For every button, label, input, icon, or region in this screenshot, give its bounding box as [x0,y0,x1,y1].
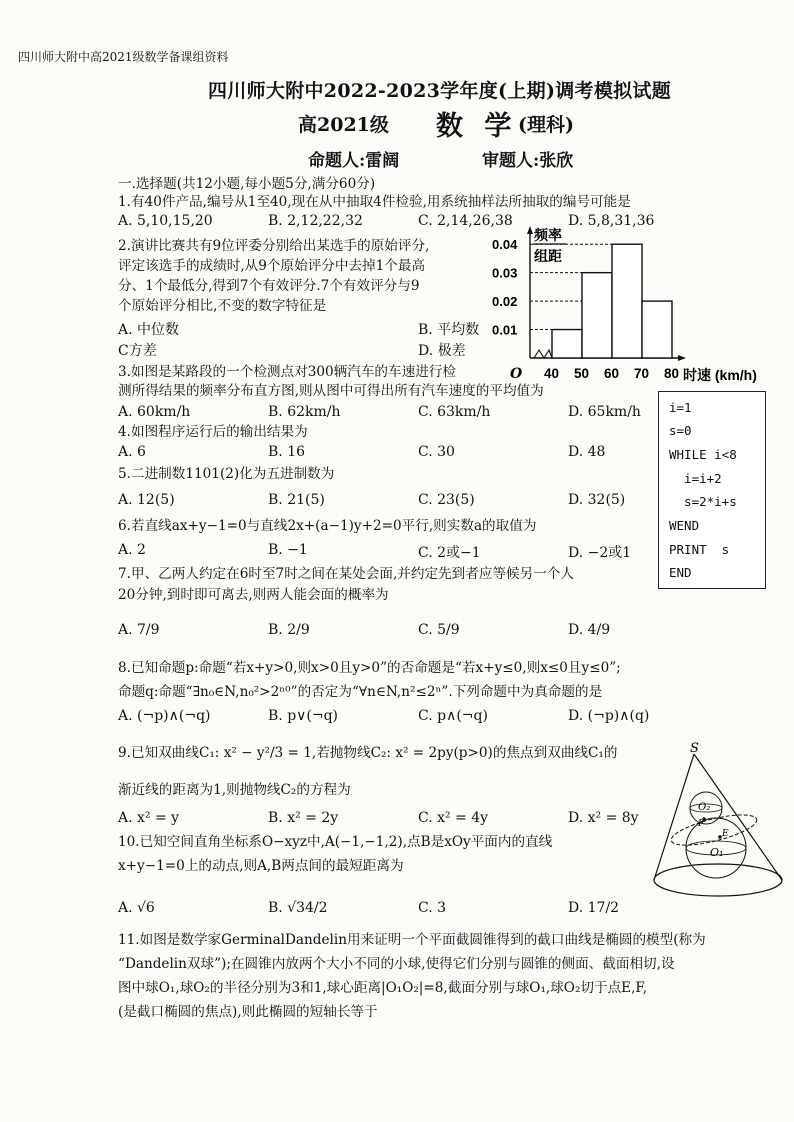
q9-option-d: D. x² = 8y [568,810,639,826]
q3-option-c: C. 63km/h [418,404,491,420]
q6-option-a: A. 2 [118,542,146,558]
q6-option-c: C. 2或−1 [418,545,481,561]
q9-line2: 渐近线的距离为1,则抛物线C₂的方程为 [118,782,351,798]
author-label: 命题人:雷阔 [308,151,400,171]
q7-option-d: D. 4/9 [568,622,611,638]
q3-line1: 3.如图是某路段的一个检测点对300辆汽车的车速进行检 [118,364,456,380]
cone-f-label: F [698,819,705,829]
program-line: END [669,565,692,580]
program-line: s=2*i+s [669,494,737,509]
program-line: PRINT s [669,542,730,557]
q5-option-b: B. 21(5) [268,492,325,508]
q5-text: 5.二进制数1101(2)化为五进制数为 [118,466,335,482]
program-line: WHILE i<8 [669,447,737,462]
q8-option-d: D. (¬p)∧(q) [568,708,650,724]
q7-option-c: C. 5/9 [418,622,460,638]
q5-option-c: C. 23(5) [418,492,475,508]
hist-xtick-label: 60 [604,366,620,381]
q9-option-a: A. x² = y [118,810,180,826]
q4-text: 4.如图程序运行后的输出结果为 [118,424,308,440]
q5-option-a: A. 12(5) [118,492,175,508]
q9-option-b: B. x² = 2y [268,810,339,826]
q7-line1: 7.甲、乙两人约定在6时至7时之间在某处会面,并约定先到者应等候另一个人 [118,566,574,582]
q8-line2: 命题q:命题“∃n₀∈N,n₀²>2ⁿ⁰”的否定为“∀n∈N,n²≤2ⁿ”.下列命题中为真命题的是 [118,684,603,700]
hist-ytick-label: 0.01 [492,322,518,338]
q7-option-b: B. 2/9 [268,622,310,638]
q3-line2: 测所得结果的频率分布直方图,则从图中可得出所有汽车速度的平均值为 [118,383,544,399]
program-box [658,391,766,589]
q4-option-c: C. 30 [418,444,455,460]
section-heading: 一.选择题(共12小题,每小题5分,满分60分) [118,176,376,192]
q8-option-c: C. p∧(¬q) [418,708,488,724]
hist-xtick-label: 40 [544,366,560,381]
q10-option-a: A. √6 [118,900,155,916]
q3-option-b: B. 62km/h [268,404,341,420]
q9-line1: 9.已知双曲线C₁: x² − y²/3 = 1,若抛物线C₂: x² = 2py(p>0)的焦点到双曲线C₁的 [118,745,618,761]
q1-text: 1.有40件产品,编号从1至40,现在从中抽取4件检验,用系统抽样法所抽取的编号可能是 [118,194,631,210]
program-line: s=0 [669,423,692,438]
track-label: (理科) [518,114,574,136]
q4-option-d: D. 48 [568,444,606,460]
q11-line4: (是截口椭圆的焦点),则此椭圆的短轴长等于 [118,1004,378,1020]
q2-option-b: B. 平均数 [418,322,480,338]
q8-option-a: A. (¬p)∧(¬q) [118,708,211,724]
hist-bar [552,330,582,358]
q7-line2: 20分钟,到时即可离去,则两人能会面的概率为 [118,587,389,603]
hist-xtick-label: 80 [664,366,680,381]
q4-option-b: B. 16 [268,444,306,460]
grade-label: 高2021级 [298,114,389,136]
hist-origin: O [510,366,523,382]
q6-option-d: D. −2或1 [568,545,632,561]
q2-line4: 个原始评分相比,不变的数字特征是 [118,298,327,314]
q8-line1: 8.已知命题p:命题“若x+y>0,则x>0且y>0”的否命题是“若x+y≤0,则x≤0且y≤0”; [118,660,621,676]
hist-bar [612,244,642,358]
program-line: i=i+2 [669,471,722,486]
q1-option-a: A. 5,10,15,20 [118,213,213,229]
q2-option-d: D. 极差 [418,343,466,359]
hist-ytick-label: 0.02 [492,294,518,310]
q6-text: 6.若直线ax+y−1=0与直线2x+(a−1)y+2=0平行,则实数a的取值为 [118,518,537,534]
q2-option-c: C方差 [118,343,157,359]
hist-xtick-label: 70 [634,366,650,381]
header-note: 四川师大附中高2021级数学备课组资料 [18,50,229,64]
q9-option-c: C. x² = 4y [418,810,489,826]
q7-option-a: A. 7/9 [118,622,160,638]
q1-option-d: D. 5,8,31,36 [568,213,655,229]
hist-xtick-label: 50 [574,366,590,381]
q11-line2: “Dandelin双球”);在圆锥内放两个大小不同的小球,使得它们分别与圆锥的侧面、截面相切,设 [118,956,675,972]
hist-ytick-label: 0.04 [492,237,518,253]
q10-option-b: B. √34/2 [268,900,328,916]
hist-bar [582,273,612,358]
q2-line2: 评定该选手的成绩时,从9个原始评分中去掉1个最高 [118,258,426,274]
q10-option-d: D. 17/2 [568,900,620,916]
hist-ylabel-top: 频率 [534,227,562,243]
q2-option-a: A. 中位数 [118,322,180,338]
cone-o1-label: O₁ [710,846,724,859]
cone-o2-label: O₂ [698,802,711,813]
dandelin-cone-diagram [640,740,790,912]
q1-option-b: B. 2,12,22,32 [268,213,363,229]
q10-line1: 10.已知空间直角坐标系O−xyz中,A(−1,−1,2),点B是xOy平面内的直线 [118,834,553,850]
q11-line1: 11.如图是数学家GerminalDandelin用来证明一个平面截圆锥得到的截口曲线是椭圆的模型(称为 [118,932,706,948]
cone-apex-label: S [690,741,699,756]
program-line: i=1 [669,400,692,415]
hist-bar [642,301,672,358]
q8-option-b: B. p∨(¬q) [268,708,339,724]
q5-option-d: D. 32(5) [568,492,626,508]
hist-ylabel-bottom: 组距 [534,248,562,264]
q3-option-a: A. 60km/h [118,404,191,420]
q6-option-b: B. −1 [268,542,308,558]
q3-option-d: D. 65km/h [568,404,641,420]
exam-title: 四川师大附中2022-2023学年度(上期)调考模拟试题 [208,80,672,102]
q1-option-c: C. 2,14,26,38 [418,213,513,229]
program-line: WEND [669,518,700,533]
cone-e-label: E [722,829,729,839]
q10-option-c: C. 3 [418,900,447,916]
q4-option-a: A. 6 [118,444,146,460]
q2-line1: 2.演讲比赛共有9位评委分别给出某选手的原始评分, [118,238,430,254]
q10-line2: x+y−1=0上的动点,则A,B两点间的最短距离为 [118,858,404,874]
hist-xlabel: 时速 (km/h) [683,367,757,383]
subject-label: 数 学 [436,111,518,142]
q2-line3: 分、1个最低分,得到7个有效评分.7个有效评分与9 [118,278,420,294]
speed-histogram [490,222,780,387]
reviewer-label: 审题人:张欣 [482,151,574,171]
hist-ytick-label: 0.03 [492,265,518,281]
q11-line3: 图中球O₁,球O₂的半径分别为3和1,球心距离|O₁O₂|=8,截面分别与球O₁,球O₂切于点E,F, [118,980,648,996]
